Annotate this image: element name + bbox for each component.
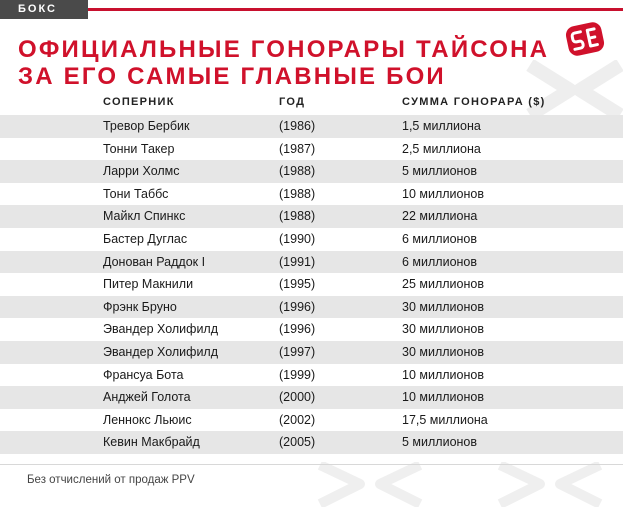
sport-express-logo-icon [562,16,608,62]
opponent-cell: Майкл Спинкс [103,209,186,224]
title-line-1: ОФИЦИАЛЬНЫЕ ГОНОРАРЫ ТАЙСОНА [18,36,550,63]
year-cell: (1991) [279,254,316,269]
table-row [0,409,623,432]
table-row [0,115,623,138]
year-cell: (1986) [279,119,316,133]
purse-cell: 2,5 миллиона [402,141,481,156]
opponent-cell: Тони Таббс [103,186,169,201]
opponent-cell: Ларри Холмс [103,164,180,179]
table-row [0,318,623,341]
opponent-cell: Франсуа Бота [103,367,184,382]
table-row [0,273,623,296]
opponent-cell: Бастер Дуглас [103,231,188,246]
table-row [0,205,623,228]
top-bar [0,0,623,19]
page-title [18,36,549,90]
year-cell: (2000) [279,390,316,405]
year-cell: (1987) [279,141,316,156]
table-row [0,341,623,364]
opponent-cell: Фрэнк Бруно [103,299,177,314]
purse-cell: 17,5 миллиона [402,412,488,427]
opponent-cell: Тонни Такер [103,141,175,156]
table-row [0,160,623,183]
table-row [0,138,623,161]
year-cell: (1988) [279,164,316,179]
purse-cell: 5 миллионов [402,435,478,450]
opponent-cell: Эвандер Холифилд [103,344,219,359]
accent-stripe [88,8,623,11]
purse-cell: 10 миллионов [402,390,484,405]
table-row [0,364,623,387]
year-cell: (1997) [279,344,316,359]
table-row [0,386,623,409]
category-label: БОКС [18,3,57,15]
table-row [0,183,623,206]
purse-cell: 30 миллионов [402,344,484,359]
purse-cell: 30 миллионов [402,322,484,337]
purse-cell: 22 миллиона [402,209,478,224]
purse-cell: 25 миллионов [402,277,484,292]
opponent-cell: Тревор Бербик [103,119,190,133]
footnote: Без отчислений от продаж PPV [27,474,195,486]
footer-divider [0,464,623,465]
table-row [0,251,623,274]
table-row [0,228,623,251]
year-cell: (2002) [279,412,316,427]
opponent-cell: Питер Макнили [103,277,194,292]
purse-cell: 10 миллионов [402,186,484,201]
purse-cell: 5 миллионов [402,164,478,179]
table-row [0,431,623,454]
purse-cell: 1,5 миллиона [402,119,481,133]
opponent-cell: Кевин Макбрайд [103,435,200,450]
category-block [0,0,88,19]
x-watermark-bottom-icon [300,462,623,507]
purse-cell: 10 миллионов [402,367,484,382]
purse-cell: 6 миллионов [402,254,478,269]
title-line-2: ЗА ЕГО САМЫЕ ГЛАВНЫЕ БОИ [18,63,446,90]
purse-cell: 30 миллионов [402,299,484,314]
year-cell: (1990) [279,231,316,246]
purse-table [0,115,623,454]
column-header-opponent: СОПЕРНИК [103,96,175,108]
table-row [0,296,623,319]
year-cell: (1996) [279,299,316,314]
opponent-cell: Леннокс Льюис [103,412,192,427]
year-cell: (1999) [279,367,316,382]
table-header [0,92,623,112]
purse-cell: 6 миллионов [402,231,478,246]
opponent-cell: Эвандер Холифилд [103,322,219,337]
opponent-cell: Анджей Голота [103,390,191,405]
year-cell: (1988) [279,186,316,201]
column-header-year: ГОД [279,96,306,108]
year-cell: (2005) [279,435,316,450]
column-header-purse: СУММА ГОНОРАРА ($) [402,96,546,108]
year-cell: (1995) [279,277,316,292]
year-cell: (1996) [279,322,316,337]
year-cell: (1988) [279,209,316,224]
opponent-cell: Донован Раддок I [103,254,206,269]
